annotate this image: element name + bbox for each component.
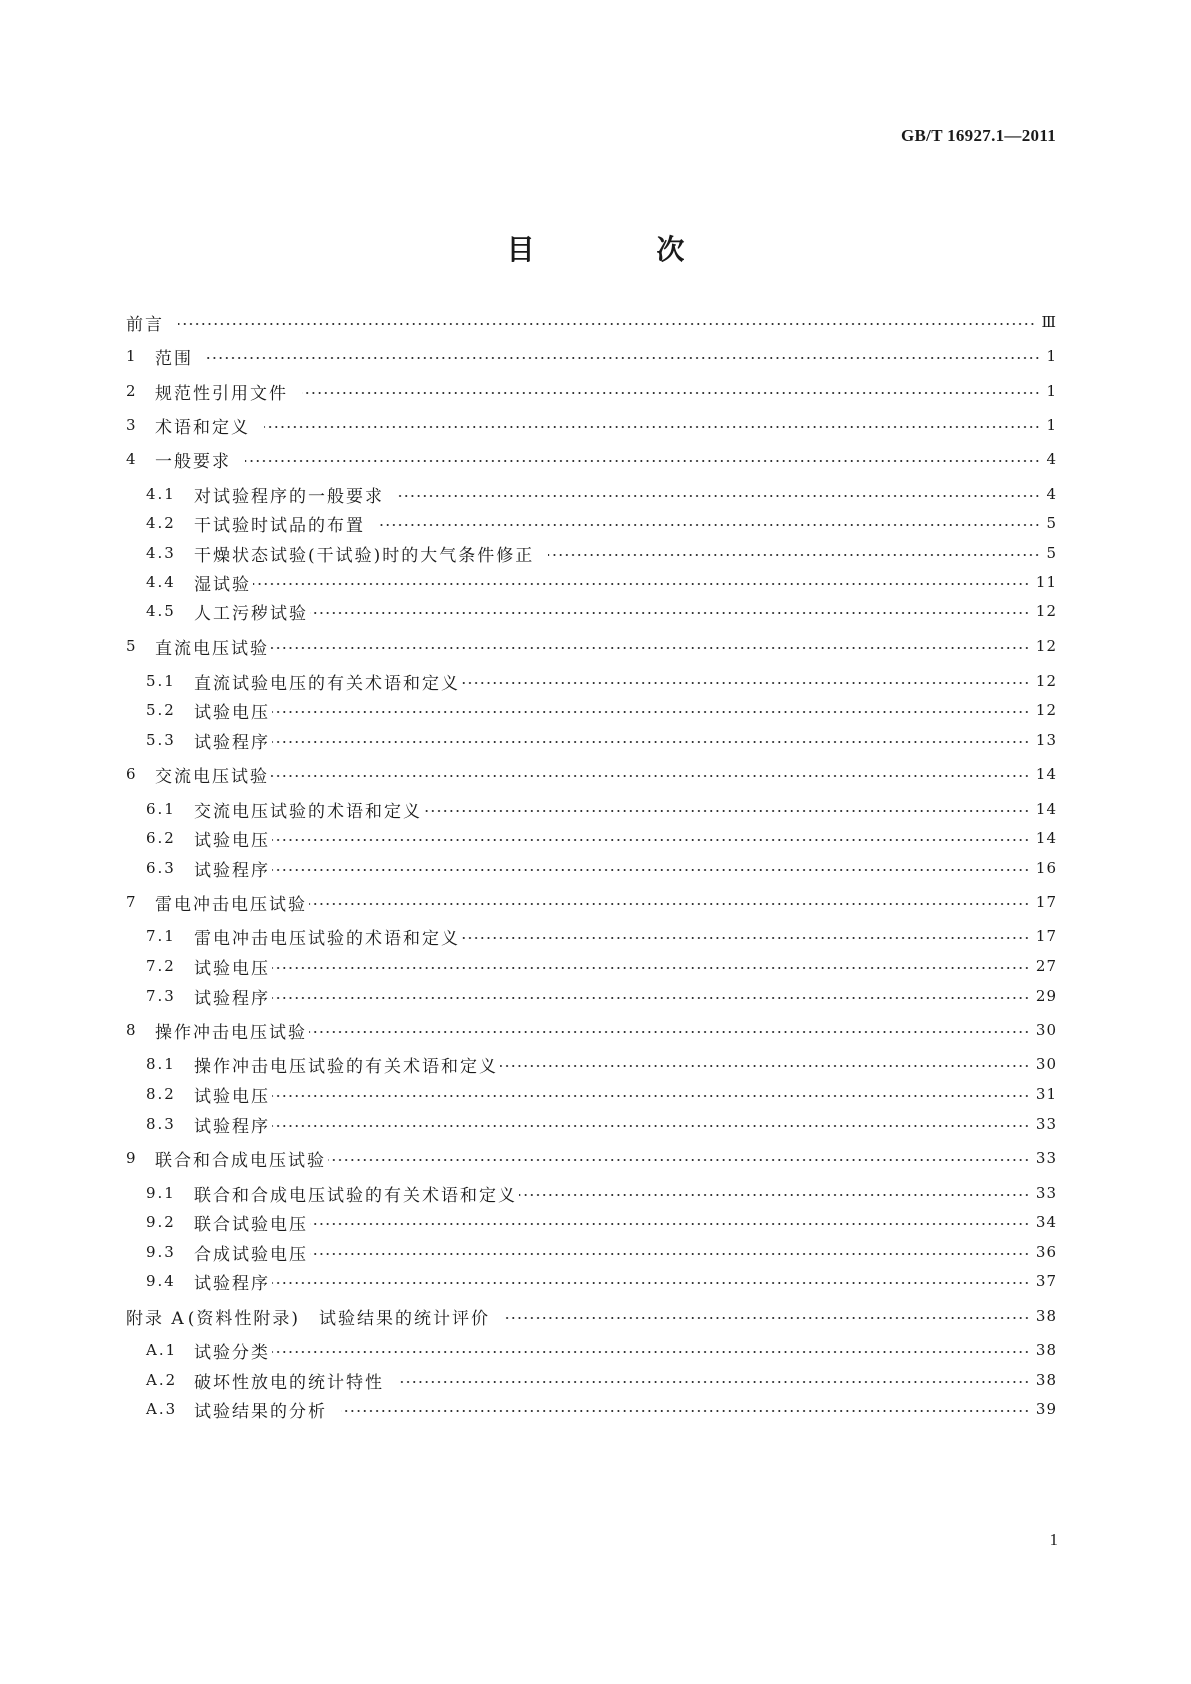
toc-entry[interactable] [146,1210,1057,1234]
toc-entry[interactable] [146,1112,1057,1136]
toc-entry-page: 17 [1035,927,1057,945]
toc-entry-title: 干试验时试品的布置 [194,515,365,536]
toc-entry-page: 14 [1035,800,1057,818]
standard-number: GB/T 16927.1—2011 [901,126,1056,145]
toc-entry-heading [146,1338,270,1363]
toc-leader-dots [309,903,1030,905]
toc-entry-title: 规范性引用文件 [155,383,288,404]
toc-entry-number: A.1 [146,1341,178,1359]
toc-entry-heading [146,797,422,822]
toc-leader-dots [398,495,1040,497]
toc-entry-title: 试验程序 [194,1273,270,1294]
toc-entry-title: 雷电冲击电压试验 [155,894,307,915]
toc-entry[interactable] [146,797,1057,821]
toc-entry-title: 试验程序 [194,988,270,1009]
toc-entry-number: 5.2 [146,701,176,719]
toc-leader-dots [424,810,1030,812]
toc-leader-dots [272,997,1030,999]
toc-entry-page: 12 [1035,701,1057,719]
toc-leader-dots [272,1095,1030,1097]
toc-entry-number: 5.3 [146,731,176,749]
toc-leader-dots [272,1125,1030,1127]
toc-entry[interactable] [146,698,1057,722]
toc-entry[interactable] [126,413,1057,437]
toc-entry-number: 2 [126,382,138,400]
toc-entry-heading [126,634,269,659]
toc-entry-number: 9.3 [146,1243,176,1261]
toc-entry-number: 9.2 [146,1213,176,1231]
toc-leader-dots [504,1317,1030,1319]
toc-entry-page: 29 [1035,987,1057,1005]
toc-entry[interactable] [126,1304,1057,1328]
toc-entry-page: 13 [1035,731,1057,749]
toc-entry-page: 36 [1035,1243,1057,1261]
toc-leader-dots [178,323,1036,325]
toc-entry-heading [146,954,270,979]
toc-entry-heading [126,1018,307,1043]
toc-entry[interactable] [146,669,1057,693]
toc-entry-page: 33 [1035,1115,1057,1133]
toc-entry-title: 联合和合成电压试验的有关术语和定义 [194,1185,517,1206]
toc-entry-number: 6.3 [146,859,176,877]
toc-entry-page: 33 [1035,1149,1057,1167]
toc-leader-dots [272,741,1030,743]
toc-entry-heading [126,413,250,438]
toc-entry-page: 31 [1035,1085,1057,1103]
toc-entry-title: 范围 [155,348,193,369]
toc-entry-page: 17 [1035,893,1057,911]
toc-leader-dots [272,869,1030,871]
toc-entry-title: 试验电压 [194,1086,270,1107]
toc-entry-title: 人工污秽试验 [194,603,308,624]
toc-entry-number: 4.2 [146,514,176,532]
toc-entry[interactable] [146,924,1057,948]
toc-entry[interactable] [146,954,1057,978]
toc-entry-page: 33 [1035,1184,1057,1202]
toc-entry-title: 一般要求 [155,451,231,472]
toc-leader-dots [548,554,1040,556]
toc-entry-heading [146,728,270,753]
toc-entry-page: 38 [1035,1307,1057,1325]
toc-entry[interactable] [146,570,1057,594]
toc-leader-dots [310,612,1030,614]
toc-entry-heading [146,1240,308,1265]
toc-entry-heading [146,924,460,949]
toc-leader-dots [310,1223,1030,1225]
toc-entry[interactable] [126,890,1057,914]
toc-entry[interactable] [146,1368,1057,1392]
toc-entry-heading [146,1368,384,1393]
toc-entry-page: 38 [1035,1341,1057,1359]
toc-leader-dots [272,839,1030,841]
toc-entry-heading [126,762,269,787]
toc-leader-dots [264,426,1040,428]
toc-entry-page: 12 [1035,602,1057,620]
toc-entry-heading [126,310,164,335]
toc-entry-heading [146,570,251,595]
toc-entry-title: 破坏性放电的统计特性 [194,1372,384,1393]
toc-entry-heading [146,541,534,566]
toc-entry-title: 试验程序 [194,1116,270,1137]
toc-entry-heading [146,1082,270,1107]
toc-leader-dots [302,392,1040,394]
toc-entry-number: 5 [126,637,138,655]
toc-entry-heading [126,379,288,404]
toc-leader-dots [272,711,1030,713]
toc-entry-heading [146,826,270,851]
toc-leader-dots [272,1351,1030,1353]
toc-entry-number: 7.2 [146,957,176,975]
toc-entry[interactable] [126,379,1057,403]
toc-entry-number: 4.3 [146,544,176,562]
toc-entry-title: 试验电压 [194,958,270,979]
toc-entry-title: 试验程序 [194,732,270,753]
toc-leader-dots [310,1253,1030,1255]
toc-entry-page: 30 [1035,1055,1057,1073]
toc-entry[interactable] [146,541,1057,565]
toc-entry-title: 试验电压 [194,702,270,723]
toc-entry-heading [126,447,231,472]
toc-leader-dots [253,583,1030,585]
toc-entry-number: 8 [126,1021,138,1039]
toc-entry[interactable] [146,856,1057,880]
toc-entry-number: 7.3 [146,987,176,1005]
toc-entry-title: 联合试验电压 [194,1214,308,1235]
toc-entry-number: 8.2 [146,1085,176,1103]
toc-entry[interactable] [126,1018,1057,1042]
toc-entry[interactable] [146,1052,1057,1076]
toc-entry-title: 术语和定义 [155,417,250,438]
toc-entry-number: 6.2 [146,829,176,847]
toc-entry[interactable] [146,1269,1057,1293]
toc-leader-dots [500,1065,1030,1067]
toc-entry-heading [126,1146,326,1171]
toc-entry-title: 前言 [126,314,164,335]
toc-entry-page: 16 [1035,859,1057,877]
toc-entry-number: 7.1 [146,927,176,945]
toc-entry-title: 试验电压 [194,830,270,851]
toc-entry-title: 湿试验 [194,574,251,595]
toc-entry-heading [146,599,308,624]
toc-entry-page: 5 [1046,544,1057,562]
toc-entry-page: 5 [1046,514,1057,532]
toc-entry-heading [146,856,270,881]
toc-entry-number: 8.3 [146,1115,176,1133]
toc-entry[interactable] [146,1338,1057,1362]
toc-entry-heading [146,1397,327,1422]
toc-entry-heading [146,669,460,694]
toc-entry-page: 14 [1035,829,1057,847]
toc-entry-heading [146,984,270,1009]
toc-entry[interactable] [146,1082,1057,1106]
toc-entry-title: 联合和合成电压试验 [155,1150,326,1171]
page-title: 目 次 [506,233,741,266]
toc-entry-title: 操作冲击电压试验的有关术语和定义 [194,1056,498,1077]
toc-entry-number: A.2 [146,1371,178,1389]
toc-entry-page: Ⅲ [1041,313,1057,331]
toc-entry-heading [126,1304,490,1329]
toc-entry-number: A.3 [146,1400,178,1418]
toc-entry[interactable] [126,447,1057,471]
toc-entry-title: 试验结果的分析 [194,1401,327,1422]
toc-entry-title: 试验分类 [194,1342,270,1363]
toc-entry-number: 4.5 [146,602,176,620]
toc-entry-heading [146,698,270,723]
toc-entry-page: 11 [1035,573,1057,591]
toc-entry-page: 14 [1035,765,1057,783]
toc-entry-number: 9.4 [146,1272,176,1290]
toc-leader-dots [519,1194,1030,1196]
toc-entry-heading [126,890,307,915]
toc-entry-page: 1 [1046,382,1057,400]
toc-entry[interactable] [146,1240,1057,1264]
toc-entry-page: 1 [1046,347,1057,365]
toc-entry-number: 6 [126,765,138,783]
toc-entry-number: 附录 A [126,1308,186,1329]
toc-entry-number: 9 [126,1149,138,1167]
toc-entry-title: 交流电压试验 [155,766,269,787]
toc-entry-page: 1 [1046,416,1057,434]
toc-entry[interactable] [146,511,1057,535]
toc-entry-title: 合成试验电压 [194,1244,308,1265]
toc-entry-page: 4 [1046,450,1057,468]
toc-entry[interactable] [146,482,1057,506]
toc-entry-number: 4.1 [146,485,176,503]
toc-leader-dots [207,357,1040,359]
toc-entry-heading [146,482,384,507]
toc-entry-heading [146,511,365,536]
toc-leader-dots [462,937,1030,939]
toc-leader-dots [271,647,1030,649]
toc-entry-page: 37 [1035,1272,1057,1290]
toc-entry[interactable] [146,1181,1057,1205]
toc-entry[interactable] [126,310,1057,334]
toc-leader-dots [272,967,1030,969]
toc-entry-number: 8.1 [146,1055,176,1073]
toc-entry-heading [146,1269,270,1294]
toc-entry-number: 3 [126,416,138,434]
toc-entry-title: 直流电压试验 [155,638,269,659]
toc-entry-number: 4.4 [146,573,176,591]
toc-leader-dots [245,460,1040,462]
toc-entry-page: 12 [1035,672,1057,690]
toc-entry[interactable] [146,826,1057,850]
toc-entry-title: 雷电冲击电压试验的术语和定义 [194,928,460,949]
toc-leader-dots [341,1410,1030,1412]
toc-entry-title: 试验程序 [194,860,270,881]
toc-entry-heading [146,1052,498,1077]
toc-entry[interactable] [126,762,1057,786]
toc-entry-heading [146,1210,308,1235]
toc-entry-page: 27 [1035,957,1057,975]
toc-entry-page: 38 [1035,1371,1057,1389]
toc-entry-title: 干燥状态试验(干试验)时的大气条件修正 [194,545,535,566]
toc-leader-dots [379,524,1040,526]
toc-entry[interactable] [146,599,1057,623]
page-number: 1 [1049,1530,1058,1549]
toc-entry[interactable] [126,634,1057,658]
toc-entry-title: 操作冲击电压试验 [155,1022,307,1043]
toc-leader-dots [271,775,1030,777]
toc-entry-page: 4 [1046,485,1057,503]
toc-entry-page: 39 [1035,1400,1057,1418]
toc-entry-heading [146,1181,517,1206]
toc-entry-number: 7 [126,893,138,911]
toc-entry[interactable] [126,344,1057,368]
toc-leader-dots [398,1381,1030,1383]
toc-leader-dots [309,1031,1030,1033]
toc-entry[interactable] [146,1397,1057,1421]
toc-entry-title: 交流电压试验的术语和定义 [194,801,422,822]
toc-entry-page: 12 [1035,637,1057,655]
toc-leader-dots [462,682,1030,684]
toc-entry-number: 1 [126,347,138,365]
toc-entry-number: 6.1 [146,800,176,818]
toc-entry[interactable] [146,984,1057,1008]
toc-leader-dots [272,1282,1030,1284]
toc-entry-page: 34 [1035,1213,1057,1231]
toc-leader-dots [328,1159,1030,1161]
toc-entry-number: 5.1 [146,672,176,690]
toc-entry-heading [126,344,193,369]
toc-entry-heading [146,1112,270,1137]
toc-entry[interactable] [146,728,1057,752]
toc-entry[interactable] [126,1146,1057,1170]
toc-entry-title: 直流试验电压的有关术语和定义 [194,673,460,694]
toc-entry-number: 9.1 [146,1184,176,1202]
toc-entry-title: 对试验程序的一般要求 [194,486,384,507]
toc-entry-number: 4 [126,450,138,468]
toc-entry-title: (资料性附录) 试验结果的统计评价 [187,1308,490,1329]
toc-entry-page: 30 [1035,1021,1057,1039]
